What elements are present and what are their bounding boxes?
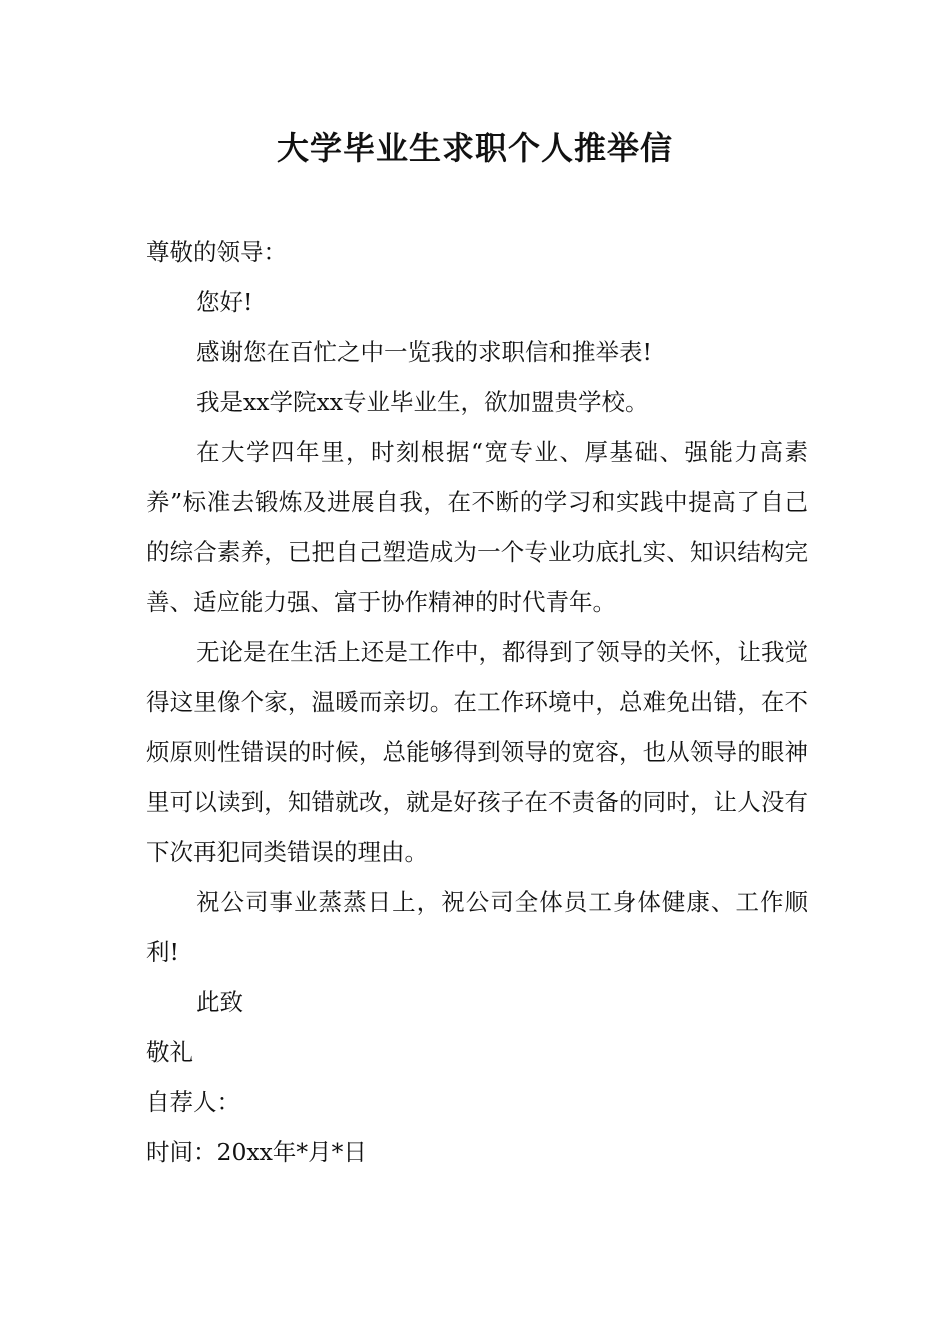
salutation: 尊敬的领导： [146, 238, 287, 266]
signer: 自荐人： [146, 1088, 240, 1116]
paragraph-wishes: 祝公司事业蒸蒸日上，祝公司全体员工身体健康、工作顺利! [146, 888, 808, 966]
closing-1: 此致 [196, 988, 243, 1016]
paragraph-thanks: 感谢您在百忙之中一览我的求职信和推举表! [196, 338, 652, 366]
greeting: 您好! [196, 288, 253, 316]
letter-body [146, 227, 808, 1177]
closing-2: 敬礼 [146, 1038, 193, 1066]
date: 时间：20xx年*月*日 [146, 1138, 367, 1166]
paragraph-work: 无论是在生活上还是工作中，都得到了领导的关怀，让我觉得这里像个家，温暖而亲切。在工作环境中，总难免出错，在不烦原则性错误的时候，总能够得到领导的宽容，也从领导的眼神里可以读到，知错就改，就是好孩子在不责备的同时，让人没有下次再犯同类错误的理由。 [146, 638, 808, 866]
paragraph-university: 在大学四年里，时刻根据“宽专业、厚基础、强能力高素养”标准去锻炼及进展自我，在不断的学习和实践中提高了自己的综合素养，已把自己塑造成为一个专业功底扎实、知识结构完善、适应能力强、富于协作精神的时代青年。 [146, 438, 808, 616]
document-title: 大学毕业生求职个人推举信 [276, 129, 673, 167]
paragraph-introduction: 我是xx学院xx专业毕业生，欲加盟贵学校。 [196, 388, 649, 416]
